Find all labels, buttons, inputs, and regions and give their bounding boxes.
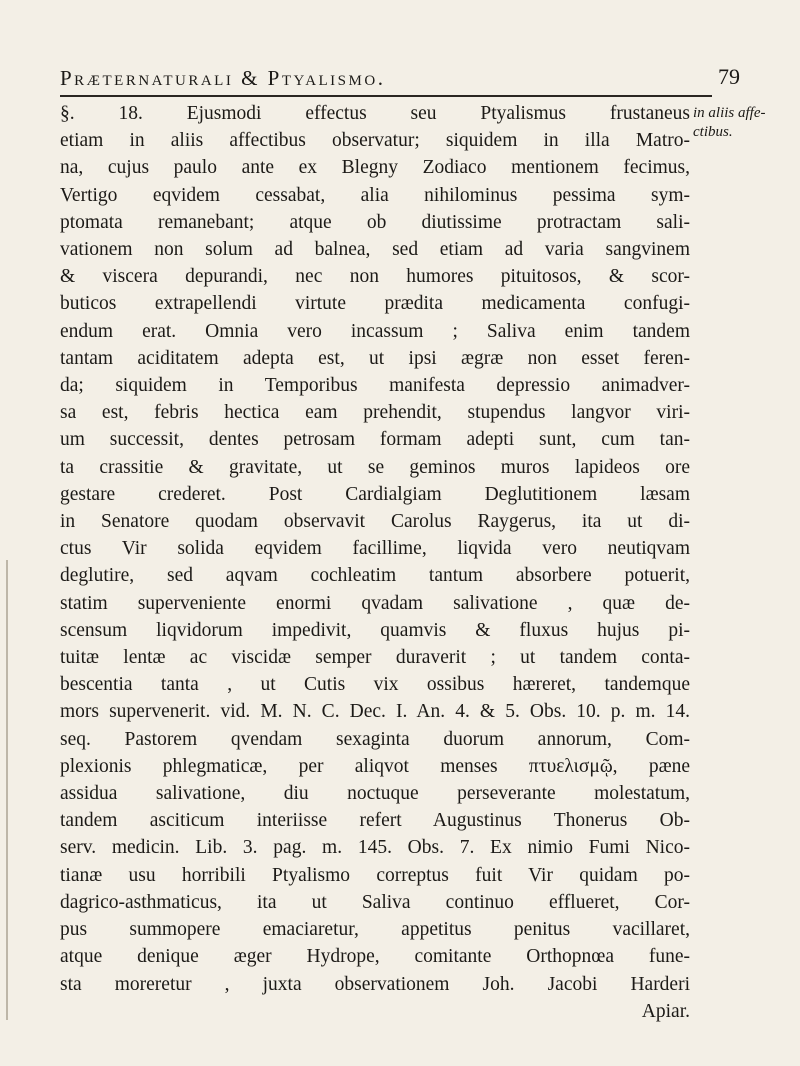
text-line: tuitæ lentæ ac viscidæ semper duraverit ; ut tandem conta- bbox=[60, 647, 690, 669]
text-line: gestare crederet. Post Cardialgiam Deglutitionem læsam bbox=[60, 483, 690, 505]
text-line: ptomata remanebant; atque ob diutissime protractam sali- bbox=[60, 211, 690, 233]
text-line: buticos extrapellendi virtute prædita medicamenta confugi- bbox=[60, 293, 690, 315]
text-line: statim superveniente enormi qvadam salivatione , quæ de- bbox=[60, 592, 690, 614]
text-line: sta moreretur , juxta observationem Joh. Jacobi Harderi bbox=[60, 973, 690, 995]
text-line: bescentia tanta , ut Cutis vix ossibus hæreret, tandemque bbox=[60, 674, 690, 696]
text-line: Apiar. bbox=[641, 1000, 690, 1022]
text-line: serv. medicin. Lib. 3. pag. m. 145. Obs. 7. Ex nimio Fumi Nico- bbox=[60, 837, 690, 859]
text-line: sa est, febris hectica eam prehendit, stupendus langvor viri- bbox=[60, 402, 690, 424]
page-number: 79 bbox=[718, 64, 740, 89]
text-line: deglutire, sed aqvam cochleatim tantum absorbere potuerit, bbox=[60, 565, 690, 587]
text-line: um successit, dentes petrosam formam adepti sunt, cum tan- bbox=[60, 429, 690, 451]
binding-edge bbox=[6, 560, 8, 1020]
text-line: mors supervenerit. vid. M. N. C. Dec. I. An. 4. & 5. Obs. 10. p. m. 14. bbox=[60, 701, 690, 723]
text-line: atque denique æger Hydrope, comitante Orthopnœa fune- bbox=[60, 946, 690, 968]
text-line: tianæ usu horribili Ptyalismo correptus fuit Vir quidam po- bbox=[60, 864, 690, 886]
text-line: tandem asciticum interiisse refert Augustinus Thonerus Ob- bbox=[60, 810, 690, 832]
text-line: & viscera depurandi, nec non humores pituitosos, & scor- bbox=[60, 266, 690, 288]
body-text bbox=[60, 100, 690, 1025]
page-header bbox=[60, 58, 740, 98]
text-line: na, cujus paulo ante ex Blegny Zodiaco mentionem fecimus, bbox=[60, 157, 690, 179]
text-line: scensum liqvidorum impedivit, quamvis & fluxus hujus pi- bbox=[60, 619, 690, 641]
text-line: ctus Vir solida eqvidem facillime, liqvida vero neutiqvam bbox=[60, 538, 690, 560]
text-line: Vertigo eqvidem cessabat, alia nihilominus pessima sym- bbox=[60, 184, 690, 206]
text-line: in Senatore quodam observavit Carolus Raygerus, ita ut di- bbox=[60, 511, 690, 533]
running-title: Præternaturali & Ptyalismo. bbox=[60, 66, 386, 90]
text-line: §. 18. Ejusmodi effectus seu Ptyalismus frustaneus bbox=[60, 103, 690, 124]
text-line: assidua salivatione, diu noctuque perseverante molestatum, bbox=[60, 783, 690, 805]
header-rule bbox=[60, 95, 712, 97]
text-line: pus summopere emaciaretur, appetitus penitus vacillaret, bbox=[60, 919, 690, 941]
text-line: etiam in aliis affectibus observatur; siquidem in illa Matro- bbox=[60, 130, 690, 152]
margin-note bbox=[693, 104, 797, 142]
text-line: dagrico-asthmaticus, ita ut Saliva continuo efflueret, Cor- bbox=[60, 891, 690, 913]
text-line: endum erat. Omnia vero incassum ; Saliva enim tandem bbox=[60, 320, 690, 342]
margin-note-line: ctibus. bbox=[693, 124, 733, 140]
margin-note-line: in aliis affe- bbox=[693, 105, 766, 121]
text-line: da; siquidem in Temporibus manifesta depressio animadver- bbox=[60, 375, 690, 397]
text-line: vationem non solum ad balnea, sed etiam ad varia sangvinem bbox=[60, 239, 690, 261]
text-line: ta crassitie & gravitate, ut se geminos muros lapideos ore bbox=[60, 456, 690, 478]
text-line: plexionis phlegmaticæ, per aliqvot menses πτυελισμῷ, pæne bbox=[60, 755, 690, 777]
text-line: tantam aciditatem adepta est, ut ipsi ægræ non esset feren- bbox=[60, 347, 690, 369]
text-line: seq. Pastorem qvendam sexaginta duorum annorum, Com- bbox=[60, 728, 690, 750]
